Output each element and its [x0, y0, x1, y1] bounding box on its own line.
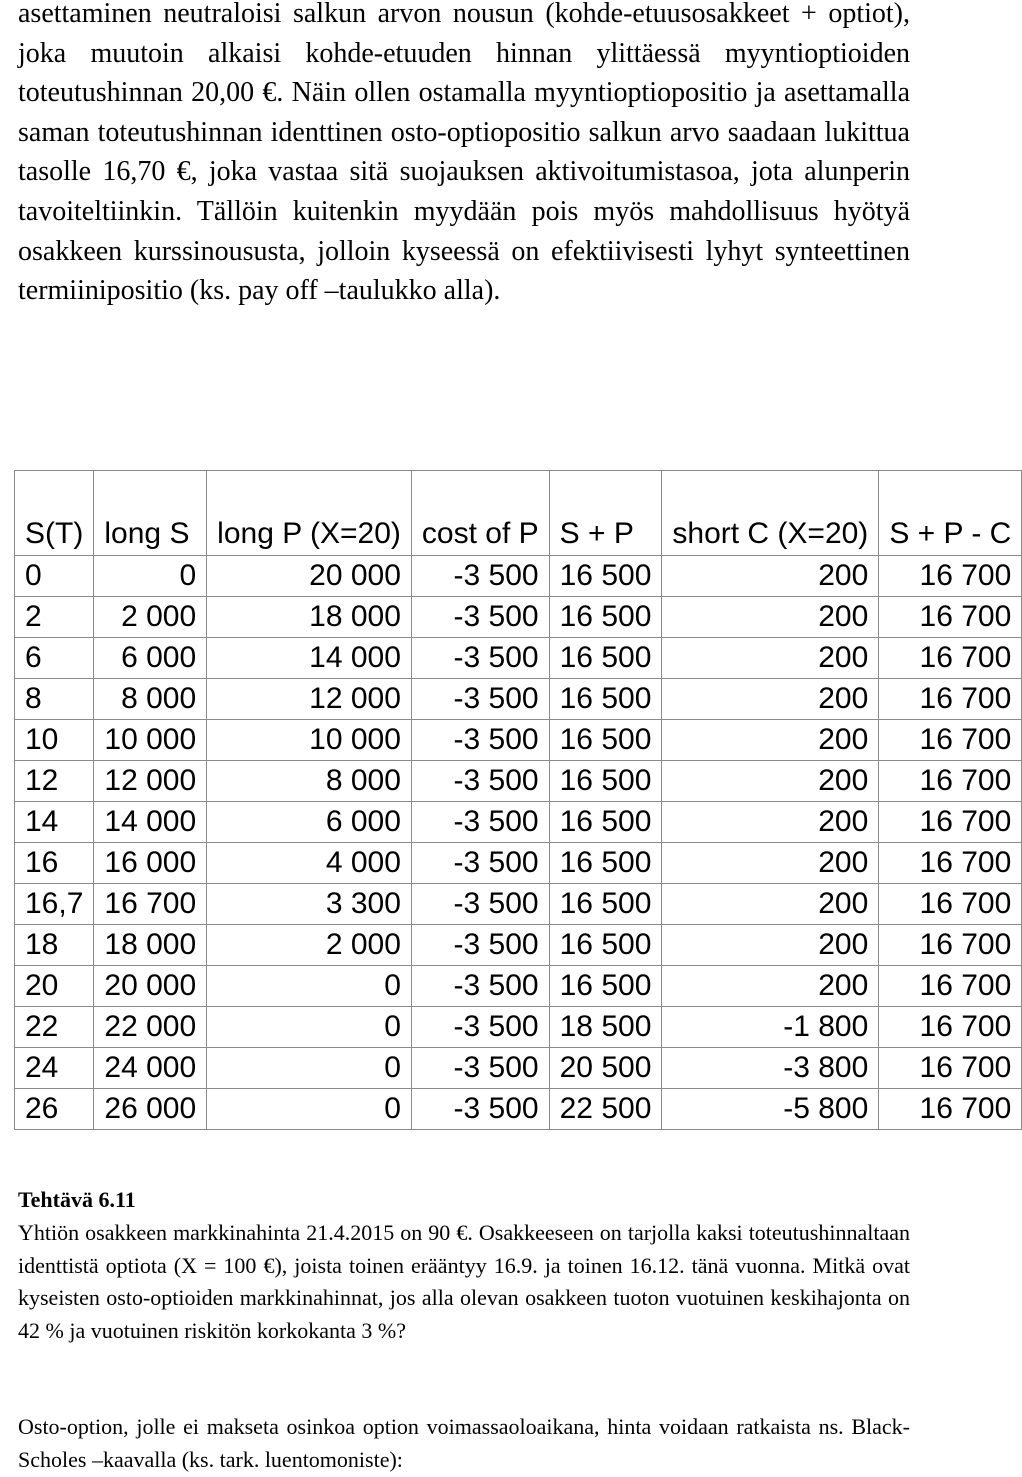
table-cell: 16 700 — [879, 1007, 1022, 1048]
table-cell: 16 700 — [879, 761, 1022, 802]
table-cell: 16 500 — [549, 638, 662, 679]
table-cell: 16 700 — [879, 556, 1022, 597]
table-cell: 16 000 — [94, 843, 207, 884]
table-cell: -3 800 — [662, 1048, 879, 1089]
intro-paragraph: asettaminen neutraloisi salkun arvon nousun (kohde-etuusosakkeet + optiot), joka muutoin alkaisi kohde-etuuden hinnan ylittäessä myyntioptioiden toteutushinnan 20,00 €. Näin ollen ostamalla myyntioptiopositio ja asettamalla saman toteutushinnan identtinen osto-optiopositio salkun arvo saadaan lukittua tasolle 16,70 €, joka vastaa sitä suojauksen aktivoitumistasoa, jota alunperin tavoiteltiinkin. Tällöin kuitenkin myydään pois myös mahdollisuus hyötyä osakkeen kurssinoususta, jolloin kyseessä on efektiivisesti lyhyt synteettinen termiinipositio (ks. pay off –taulukko alla). — [18, 0, 910, 307]
header-long-s: long S — [94, 471, 207, 556]
table-cell: -3 500 — [411, 966, 549, 1007]
table-cell: 14 000 — [207, 638, 412, 679]
table-cell: 16 700 — [879, 925, 1022, 966]
table-row — [15, 720, 1022, 761]
table-cell: 12 000 — [207, 679, 412, 720]
table-row — [15, 966, 1022, 1007]
table-cell: 22 — [15, 1007, 94, 1048]
table-cell: 0 — [207, 966, 412, 1007]
table-cell: 12 — [15, 761, 94, 802]
table-cell: 22 000 — [94, 1007, 207, 1048]
table-cell: 16 700 — [879, 679, 1022, 720]
table-cell: 200 — [662, 761, 879, 802]
table-row — [15, 761, 1022, 802]
table-cell: 16 500 — [549, 925, 662, 966]
table-cell: -3 500 — [411, 925, 549, 966]
table-row — [15, 802, 1022, 843]
table-cell: 6 — [15, 638, 94, 679]
table-cell: 24 000 — [94, 1048, 207, 1089]
table-cell: -3 500 — [411, 802, 549, 843]
table-cell: 20 — [15, 966, 94, 1007]
table-cell: -1 800 — [662, 1007, 879, 1048]
header-long-p: long P (X=20) — [207, 471, 412, 556]
table-cell: 14 000 — [94, 802, 207, 843]
table-row — [15, 884, 1022, 925]
table-cell: 12 000 — [94, 761, 207, 802]
table-row — [15, 556, 1022, 597]
table-cell: 4 000 — [207, 843, 412, 884]
table-cell: 200 — [662, 966, 879, 1007]
table-cell: -3 500 — [411, 720, 549, 761]
table-cell: 16 700 — [879, 1048, 1022, 1089]
table-cell: 0 — [94, 556, 207, 597]
table-cell: 16 700 — [879, 638, 1022, 679]
header-s-plus-p-minus-c: S + P - C — [879, 471, 1022, 556]
table-cell: 16 500 — [549, 843, 662, 884]
table-cell: 26 000 — [94, 1089, 207, 1130]
table-cell: 16 500 — [549, 884, 662, 925]
table-cell: 18 000 — [94, 925, 207, 966]
table-cell: 16,7 — [15, 884, 94, 925]
table-cell: 16 700 — [879, 1089, 1022, 1130]
table-cell: -3 500 — [411, 638, 549, 679]
table-cell: 16 700 — [879, 597, 1022, 638]
table-cell: -3 500 — [411, 1007, 549, 1048]
table-cell: 0 — [207, 1007, 412, 1048]
table-cell: 20 000 — [94, 966, 207, 1007]
header-cost-of-p: cost of P — [411, 471, 549, 556]
table-cell: -3 500 — [411, 1048, 549, 1089]
payoff-table — [14, 470, 1022, 1130]
task-note: Osto-option, jolle ei makseta osinkoa option voimassaoloaikana, hinta voidaan ratkaista ns. Black-Scholes –kaavalla (ks. tark. luentomoniste): — [18, 1414, 910, 1472]
table-cell: 16 500 — [549, 966, 662, 1007]
table-cell: 0 — [15, 556, 94, 597]
table-cell: -3 500 — [411, 843, 549, 884]
table-cell: 24 — [15, 1048, 94, 1089]
table-cell: 200 — [662, 884, 879, 925]
table-cell: 16 500 — [549, 679, 662, 720]
table-cell: 16 700 — [879, 802, 1022, 843]
table-cell: 3 300 — [207, 884, 412, 925]
table-cell: 16 500 — [549, 720, 662, 761]
table-cell: 8 000 — [207, 761, 412, 802]
table-cell: 14 — [15, 802, 94, 843]
table-cell: 16 500 — [549, 556, 662, 597]
header-s-plus-p: S + P — [549, 471, 662, 556]
table-cell: 16 500 — [549, 761, 662, 802]
table-cell: 16 700 — [879, 720, 1022, 761]
table-cell: 200 — [662, 720, 879, 761]
table-cell: 20 500 — [549, 1048, 662, 1089]
table-cell: -3 500 — [411, 761, 549, 802]
table-cell: 22 500 — [549, 1089, 662, 1130]
table-cell: 18 500 — [549, 1007, 662, 1048]
table-cell: 18 — [15, 925, 94, 966]
table-cell: 10 000 — [207, 720, 412, 761]
table-row — [15, 679, 1022, 720]
task-question: Yhtiön osakkeen markkinahinta 21.4.2015 on 90 €. Osakkeeseen on tarjolla kaksi toteutushinnaltaan identtistä optiota (X = 100 €), joista toinen erääntyy 16.9. ja toinen 16.12. tänä vuonna. Mitkä ovat kyseisten osto-optioiden markkinahinnat, jos alla olevan osakkeen tuoton vuotuinen keskihajonta on 42 % ja vuotuinen riskitön korkokanta 3 %? — [18, 1220, 910, 1343]
table-row — [15, 1007, 1022, 1048]
payoff-table-body — [15, 556, 1022, 1130]
header-st: S(T) — [15, 471, 94, 556]
table-row — [15, 843, 1022, 884]
table-cell: 16 700 — [94, 884, 207, 925]
table-cell: -3 500 — [411, 679, 549, 720]
table-cell: 16 500 — [549, 802, 662, 843]
table-cell: 200 — [662, 679, 879, 720]
table-cell: 200 — [662, 843, 879, 884]
table-cell: 6 000 — [94, 638, 207, 679]
table-cell: -5 800 — [662, 1089, 879, 1130]
table-cell: 10 000 — [94, 720, 207, 761]
table-cell: 20 000 — [207, 556, 412, 597]
table-row — [15, 1048, 1022, 1089]
table-cell: 0 — [207, 1089, 412, 1130]
table-cell: 16 700 — [879, 884, 1022, 925]
table-cell: 16 700 — [879, 966, 1022, 1007]
table-cell: 8 000 — [94, 679, 207, 720]
table-row — [15, 1089, 1022, 1130]
table-row — [15, 925, 1022, 966]
table-row — [15, 597, 1022, 638]
table-cell: 6 000 — [207, 802, 412, 843]
table-cell: 200 — [662, 925, 879, 966]
table-header-row — [15, 471, 1022, 556]
header-short-c: short C (X=20) — [662, 471, 879, 556]
table-cell: 10 — [15, 720, 94, 761]
table-cell: 2 — [15, 597, 94, 638]
table-cell: 200 — [662, 638, 879, 679]
table-cell: 16 700 — [879, 843, 1022, 884]
table-cell: 16 — [15, 843, 94, 884]
table-cell: 0 — [207, 1048, 412, 1089]
table-cell: 200 — [662, 556, 879, 597]
table-cell: -3 500 — [411, 1089, 549, 1130]
table-cell: 2 000 — [207, 925, 412, 966]
table-cell: -3 500 — [411, 597, 549, 638]
table-row — [15, 638, 1022, 679]
table-cell: 8 — [15, 679, 94, 720]
table-cell: 16 500 — [549, 597, 662, 638]
table-cell: 26 — [15, 1089, 94, 1130]
task-title: Tehtävä 6.11 — [18, 1187, 136, 1212]
table-cell: -3 500 — [411, 884, 549, 925]
table-cell: -3 500 — [411, 556, 549, 597]
table-cell: 200 — [662, 802, 879, 843]
table-cell: 18 000 — [207, 597, 412, 638]
table-cell: 200 — [662, 597, 879, 638]
table-cell: 2 000 — [94, 597, 207, 638]
